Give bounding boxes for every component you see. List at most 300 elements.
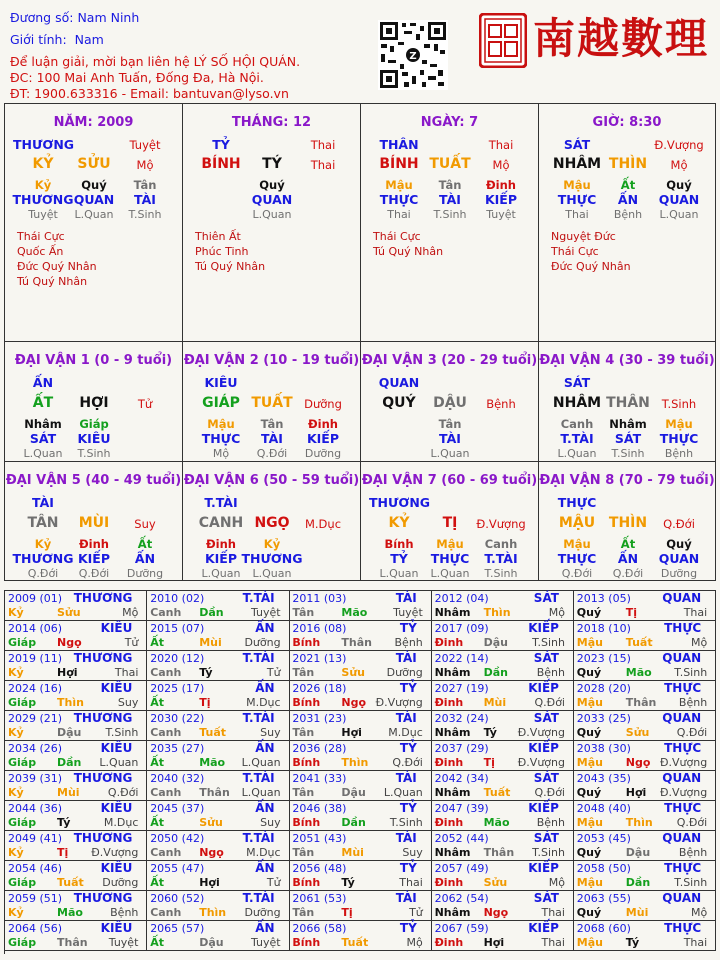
annual-year-cell[interactable]	[147, 681, 289, 711]
year-stem: Nhâm	[434, 906, 471, 919]
year-stem: Mậu	[576, 636, 603, 649]
hidden-stem-stage: Tuyệt	[486, 208, 516, 221]
dai-van-cell[interactable]	[361, 462, 539, 580]
year-label: 2011 (03)	[292, 592, 347, 605]
stem-stage: Thai	[310, 138, 336, 152]
annual-year-cell[interactable]	[5, 921, 147, 951]
year-stem: Ất	[150, 636, 164, 649]
hidden-stem-god: THỰC	[557, 192, 597, 207]
dai-van-hidden-god: QUAN	[658, 551, 700, 566]
year-stem: Đinh	[434, 816, 464, 829]
year-label: 2026 (18)	[292, 682, 347, 695]
special-star: Tú Quý Nhân	[195, 260, 266, 273]
annual-year-cell[interactable]	[574, 711, 716, 741]
year-stage: Mộ	[690, 636, 708, 649]
annual-year-cell[interactable]	[5, 801, 147, 831]
year-god: SÁT	[533, 771, 559, 785]
dai-van-hidden-stem: Giáp	[79, 417, 109, 431]
dai-van-hidden-god: SÁT	[29, 431, 57, 446]
year-branch: Thân	[625, 696, 657, 709]
year-branch: Ngọ	[341, 696, 367, 709]
year-branch: Thìn	[341, 756, 369, 769]
pillar-cell[interactable]	[361, 104, 539, 342]
heavenly-stem-god: SÁT	[563, 137, 591, 152]
year-stage: Q.Đới	[107, 786, 139, 799]
contact-phone-email: ĐT: 1900.633316 - Email: bantuvan@lyso.vn	[10, 86, 289, 101]
year-branch: Thân	[199, 786, 230, 799]
year-stage: Tử	[124, 636, 139, 649]
hidden-stem: Mậu	[385, 178, 413, 192]
year-stage: Suy	[260, 816, 281, 829]
year-stage: T.Sinh	[532, 846, 565, 859]
year-stage: Bệnh	[394, 636, 423, 649]
year-god: KIẾP	[528, 681, 559, 695]
dai-van-hidden-god: T.TÀI	[484, 551, 518, 566]
dai-van-cell[interactable]	[5, 462, 183, 580]
year-stage: Đ.Vượng	[517, 726, 565, 739]
year-stem: Tân	[292, 906, 315, 919]
year-stage: Q.Đới	[534, 786, 565, 799]
dai-van-god: KIÊU	[204, 375, 238, 390]
annual-year-cell[interactable]	[5, 681, 147, 711]
year-god: TÀI	[395, 771, 417, 785]
hidden-stem-stage: L.Quan	[252, 208, 292, 221]
hidden-stem-god: QUAN	[73, 192, 115, 207]
year-god: TÀI	[395, 651, 417, 665]
annual-year-cell[interactable]	[432, 651, 574, 681]
dai-van-hidden-stem: Mậu	[436, 537, 464, 551]
dai-van-hidden-god: THƯƠNG	[12, 551, 74, 566]
year-stage: Thai	[541, 936, 565, 949]
year-stage: T.Sinh	[532, 636, 565, 649]
year-stage: Bệnh	[678, 846, 708, 859]
dai-van-god: T.TÀI	[204, 495, 238, 510]
year-branch: Thân	[341, 636, 372, 649]
year-stem: Giáp	[8, 696, 37, 709]
year-label: 2013 (05)	[576, 592, 631, 605]
annual-year-cell[interactable]	[289, 711, 431, 741]
dai-van-branch: NGỌ	[254, 515, 290, 531]
annual-year-cell[interactable]	[147, 801, 289, 831]
year-god: QUAN	[662, 831, 702, 845]
annual-year-cell[interactable]	[574, 831, 716, 861]
year-label: 2067 (59)	[434, 922, 489, 935]
year-label: 2068 (60)	[576, 922, 631, 935]
qr-code-icon[interactable]	[378, 20, 448, 90]
year-god: THỰC	[664, 861, 702, 875]
year-branch: Hợi	[199, 876, 220, 889]
year-stem: Mậu	[576, 936, 603, 949]
special-star: Thiên Ất	[195, 230, 241, 243]
dai-van-hidden-stem: Canh	[484, 537, 518, 551]
dai-van-hidden-stem: Mậu	[207, 417, 235, 431]
dai-van-stage: Dưỡng	[304, 397, 342, 411]
annual-year-cell[interactable]	[147, 741, 289, 771]
dai-van-hidden-stage: Q.Đới	[561, 567, 593, 580]
annual-year-cell[interactable]	[289, 771, 431, 801]
annual-year-cell[interactable]	[289, 621, 431, 651]
annual-year-cell[interactable]	[5, 861, 147, 891]
year-stem: Kỷ	[8, 726, 24, 739]
gender-label: Giới tính:	[10, 32, 67, 47]
year-god: THƯƠNG	[73, 771, 133, 785]
year-stem: Ất	[150, 696, 164, 709]
dai-van-hidden-god: THỰC	[557, 551, 597, 566]
annual-year-cell[interactable]	[147, 891, 289, 921]
hidden-stem: Kỷ	[34, 178, 52, 192]
annual-year-cell[interactable]	[574, 891, 716, 921]
year-stage: Bệnh	[678, 696, 708, 709]
annual-year-cell[interactable]	[147, 651, 289, 681]
annual-year-cell[interactable]	[147, 861, 289, 891]
hidden-stem-god: KIẾP	[484, 192, 518, 207]
annual-year-cell[interactable]	[289, 801, 431, 831]
year-label: 2015 (07)	[150, 622, 205, 635]
dai-van-cell[interactable]	[539, 462, 715, 580]
annual-year-cell[interactable]	[5, 831, 147, 861]
year-stage: Bệnh	[536, 666, 565, 679]
dai-van-hidden-stage: L.Quan	[23, 447, 63, 460]
year-god: THƯƠNG	[73, 711, 133, 725]
annual-year-cell[interactable]	[147, 591, 289, 621]
year-stem: Tân	[292, 846, 315, 859]
dai-van-hidden-god: TÀI	[261, 431, 283, 446]
pillar-cell[interactable]	[5, 104, 183, 342]
year-stage: T.Sinh	[105, 726, 139, 739]
annual-year-cell[interactable]	[432, 771, 574, 801]
annual-year-cell[interactable]	[574, 741, 716, 771]
dai-van-hidden-stem: Đinh	[308, 417, 338, 431]
year-stem: Ất	[150, 816, 164, 829]
annual-year-cell[interactable]	[432, 681, 574, 711]
dai-van-hidden-god: KIẾP	[204, 551, 238, 566]
year-label: 2062 (54)	[434, 892, 489, 905]
dai-van-hidden-stage: L.Quan	[252, 567, 292, 580]
annual-year-cell[interactable]	[5, 741, 147, 771]
annual-year-cell[interactable]	[574, 801, 716, 831]
dai-van-cell[interactable]	[183, 462, 361, 580]
year-label: 2065 (57)	[150, 922, 205, 935]
year-label: 2049 (41)	[8, 832, 63, 845]
year-label: 2053 (45)	[576, 832, 631, 845]
year-stem: Nhâm	[434, 846, 471, 859]
annual-year-cell[interactable]	[432, 801, 574, 831]
year-stage: Thai	[683, 606, 708, 619]
dai-van-hidden-stem: Canh	[560, 417, 594, 431]
year-branch: Tị	[341, 906, 353, 919]
year-branch: Hợi	[483, 936, 505, 949]
year-branch: Dậu	[625, 846, 651, 859]
year-stage: M.Dục	[246, 846, 281, 859]
year-stem: Bính	[292, 816, 321, 829]
hidden-stem: Mậu	[563, 178, 591, 192]
dai-van-stem: QUÝ	[382, 395, 416, 411]
dai-van-god: TÀI	[32, 495, 54, 510]
annual-year-cell[interactable]	[574, 681, 716, 711]
annual-year-cell[interactable]	[147, 831, 289, 861]
annual-year-cell[interactable]	[432, 621, 574, 651]
year-branch: Dần	[57, 756, 82, 769]
dai-van-hidden-stage: T.Sinh	[484, 567, 518, 580]
annual-year-cell[interactable]	[289, 831, 431, 861]
year-stage: Mộ	[690, 906, 708, 919]
year-branch: Tý	[341, 876, 355, 889]
year-god: T.TÀI	[242, 711, 275, 725]
year-label: 2063 (55)	[576, 892, 631, 905]
year-branch: Mão	[341, 606, 368, 619]
year-label: 2034 (26)	[8, 742, 63, 755]
svg-text:Z: Z	[409, 51, 417, 62]
year-god: SÁT	[533, 651, 559, 665]
year-god: QUAN	[662, 891, 702, 905]
year-label: 2042 (34)	[434, 772, 489, 785]
year-stem: Đinh	[434, 636, 464, 649]
annual-year-cell[interactable]	[432, 741, 574, 771]
annual-year-cell[interactable]	[289, 651, 431, 681]
year-god: TỶ	[399, 801, 417, 815]
year-god: SÁT	[533, 891, 559, 905]
year-label: 2030 (22)	[150, 712, 205, 725]
dai-van-hidden-stage: Q.Đới	[78, 567, 110, 580]
year-label: 2045 (37)	[150, 802, 205, 815]
year-stage: Dưỡng	[386, 666, 423, 679]
year-branch: Tuất	[341, 936, 369, 949]
year-stage: M.Dục	[388, 726, 423, 739]
dai-van-cell[interactable]	[361, 342, 539, 462]
annual-year-cell[interactable]	[147, 771, 289, 801]
year-god: T.TÀI	[242, 651, 275, 665]
dai-van-hidden-stage: Bệnh	[664, 447, 694, 460]
hidden-stem: Quý	[81, 178, 107, 192]
dai-van-god: THỰC	[557, 495, 597, 510]
annual-year-cell[interactable]	[574, 861, 716, 891]
year-stage: Q.Đới	[534, 696, 565, 709]
year-god: KIẾP	[528, 921, 559, 935]
year-stage: Dưỡng	[244, 636, 281, 649]
annual-year-cell[interactable]	[289, 681, 431, 711]
year-stem: Kỷ	[8, 906, 24, 919]
dai-van-hidden-god: KIẾP	[77, 551, 111, 566]
year-branch: Sửu	[483, 876, 508, 889]
annual-year-cell[interactable]	[147, 921, 289, 951]
year-label: 2066 (58)	[292, 922, 347, 935]
dai-van-stage: T.Sinh	[661, 397, 697, 411]
year-branch: Tý	[483, 726, 497, 739]
year-stem: Quý	[576, 786, 602, 799]
year-branch: Tị	[483, 756, 495, 769]
year-god: KIẾP	[528, 621, 559, 635]
year-god: ẤN	[255, 801, 275, 815]
dai-van-stem: GIÁP	[202, 395, 240, 411]
annual-year-cell[interactable]	[432, 861, 574, 891]
annual-year-cell[interactable]	[289, 741, 431, 771]
year-branch: Dần	[625, 876, 651, 889]
year-stem: Canh	[150, 726, 182, 739]
year-stem: Canh	[150, 846, 182, 859]
year-label: 2027 (19)	[434, 682, 489, 695]
annual-year-cell[interactable]	[574, 591, 716, 621]
year-label: 2016 (08)	[292, 622, 347, 635]
year-stem: Nhâm	[434, 786, 471, 799]
year-branch: Sửu	[625, 726, 650, 739]
dai-van-title: ĐẠI VẬN 8 (70 - 79 tuổi)	[539, 473, 715, 488]
dai-van-cell[interactable]	[539, 342, 715, 462]
year-label: 2010 (02)	[150, 592, 205, 605]
dai-van-cell[interactable]	[183, 342, 361, 462]
year-label: 2047 (39)	[434, 802, 489, 815]
year-stage: L.Quan	[241, 786, 281, 799]
annual-year-cell[interactable]	[432, 891, 574, 921]
annual-year-cell[interactable]	[432, 921, 574, 951]
hidden-stem: Quý	[259, 178, 285, 192]
year-god: QUAN	[662, 651, 702, 665]
year-stem: Bính	[292, 756, 321, 769]
pillar-cell[interactable]	[539, 104, 715, 342]
year-god: THƯƠNG	[73, 591, 133, 605]
year-branch: Tị	[57, 846, 69, 859]
annual-year-cell[interactable]	[574, 921, 716, 951]
special-star: Quốc Ấn	[17, 245, 64, 258]
dai-van-hidden-god: SÁT	[614, 431, 642, 446]
year-stem: Giáp	[8, 816, 37, 829]
dai-van-hidden-stage: L.Quan	[430, 447, 470, 460]
year-stage: Q.Đới	[676, 726, 708, 739]
dai-van-branch: HỢI	[79, 395, 109, 411]
year-label: 2061 (53)	[292, 892, 347, 905]
year-branch: Tị	[199, 696, 211, 709]
year-god: THỰC	[664, 681, 702, 695]
dai-van-hidden-god: T.TÀI	[560, 431, 594, 446]
year-branch: Thìn	[625, 816, 653, 829]
year-stem: Nhâm	[434, 666, 471, 679]
dai-van-hidden-stem: Ất	[620, 537, 636, 551]
year-label: 2046 (38)	[292, 802, 347, 815]
annual-year-cell[interactable]	[289, 891, 431, 921]
year-label: 2021 (13)	[292, 652, 347, 665]
annual-year-cell[interactable]	[574, 771, 716, 801]
dai-van-hidden-stem: Ất	[137, 537, 153, 551]
year-stage: Tử	[266, 666, 281, 679]
annual-luck-grid	[4, 590, 716, 954]
year-god: TỶ	[399, 621, 417, 635]
annual-year-cell[interactable]	[5, 891, 147, 921]
annual-year-cell[interactable]	[5, 591, 147, 621]
year-branch: Sửu	[57, 606, 81, 619]
year-stem: Quý	[576, 666, 602, 679]
year-stage: Tử	[266, 876, 281, 889]
annual-year-cell[interactable]	[5, 651, 147, 681]
year-label: 2009 (01)	[8, 592, 63, 605]
year-god: QUAN	[662, 591, 702, 605]
dai-van-hidden-stage: L.Quan	[557, 447, 597, 460]
year-branch: Mùi	[483, 696, 507, 709]
year-god: SÁT	[533, 711, 559, 725]
contact-address: ĐC: 100 Mai Anh Tuấn, Đống Đa, Hà Nội.	[10, 70, 264, 85]
heavenly-stem-god: THÂN	[379, 137, 419, 152]
year-god: TỶ	[399, 921, 417, 935]
year-label: 2019 (11)	[8, 652, 63, 665]
annual-year-cell[interactable]	[289, 921, 431, 951]
dai-van-cell[interactable]	[5, 342, 183, 462]
annual-year-cell[interactable]	[289, 591, 431, 621]
hidden-stem: Quý	[666, 178, 692, 192]
dai-van-branch: DẬU	[433, 395, 467, 411]
dai-van-hidden-god: TÀI	[439, 431, 461, 446]
year-stage: Tử	[409, 906, 423, 919]
year-branch: Tý	[625, 936, 640, 949]
dai-van-title: ĐẠI VẬN 4 (30 - 39 tuổi)	[539, 353, 715, 368]
dai-van-hidden-stage: Dưỡng	[304, 447, 342, 460]
year-god: THỰC	[664, 741, 702, 755]
annual-year-cell[interactable]	[5, 711, 147, 741]
annual-year-cell[interactable]	[432, 711, 574, 741]
year-label: 2044 (36)	[8, 802, 63, 815]
bazi-chart-table	[4, 103, 716, 581]
year-label: 2036 (28)	[292, 742, 347, 755]
dai-van-hidden-stage: Dưỡng	[126, 567, 164, 580]
dai-van-stem: MẬU	[558, 515, 596, 531]
dai-van-stem: TÂN	[27, 515, 59, 531]
annual-year-cell[interactable]	[289, 861, 431, 891]
year-stem: Canh	[150, 786, 182, 799]
annual-year-cell[interactable]	[147, 621, 289, 651]
annual-year-cell[interactable]	[5, 771, 147, 801]
year-stem: Kỷ	[8, 666, 24, 679]
heavenly-stem: NHÂM	[552, 156, 602, 172]
year-label: 2032 (24)	[434, 712, 489, 725]
heavenly-stem-god: TỶ	[212, 137, 230, 152]
year-stage: Thai	[399, 876, 423, 889]
dai-van-god: QUAN	[378, 375, 420, 390]
annual-year-cell[interactable]	[432, 591, 574, 621]
year-god: T.TÀI	[242, 831, 275, 845]
annual-year-cell[interactable]	[5, 621, 147, 651]
earthly-branch: THÌN	[608, 156, 648, 172]
dai-van-hidden-god: THỰC	[201, 431, 241, 446]
annual-year-cell[interactable]	[574, 651, 716, 681]
year-branch: Mùi	[57, 786, 80, 799]
year-stage: Q.Đới	[392, 756, 423, 769]
year-branch: Thân	[57, 936, 88, 949]
dai-van-hidden-stem: Đinh	[206, 537, 236, 551]
dai-van-hidden-stage: L.Quan	[379, 567, 419, 580]
year-stem: Bính	[292, 636, 321, 649]
pillar-cell[interactable]	[183, 104, 361, 342]
hidden-stem-god: THỰC	[379, 192, 419, 207]
year-god: KIẾP	[528, 861, 559, 875]
year-stem: Ất	[150, 876, 164, 889]
special-star: Thái Cực	[17, 230, 65, 243]
year-branch: Hợi	[341, 726, 362, 739]
annual-year-cell[interactable]	[574, 621, 716, 651]
dai-van-hidden-stem: Mậu	[665, 417, 693, 431]
year-god: TỶ	[399, 741, 417, 755]
special-star: Phúc Tinh	[195, 245, 249, 258]
annual-year-cell[interactable]	[432, 831, 574, 861]
year-branch: Tuất	[625, 636, 653, 649]
special-star: Đức Quý Nhân	[551, 260, 631, 273]
pillar-title: THÁNG: 12	[231, 115, 312, 130]
year-label: 2051 (43)	[292, 832, 347, 845]
annual-year-cell[interactable]	[147, 711, 289, 741]
dai-van-hidden-stem: Tân	[260, 417, 284, 431]
dai-van-hidden-god: ẤN	[617, 551, 639, 566]
hidden-stem-stage: T.Sinh	[433, 208, 467, 221]
year-god: QUAN	[662, 771, 702, 785]
dai-van-hidden-god: KIẾP	[306, 431, 340, 446]
year-label: 2029 (21)	[8, 712, 63, 725]
year-god: KIÊU	[100, 801, 133, 815]
